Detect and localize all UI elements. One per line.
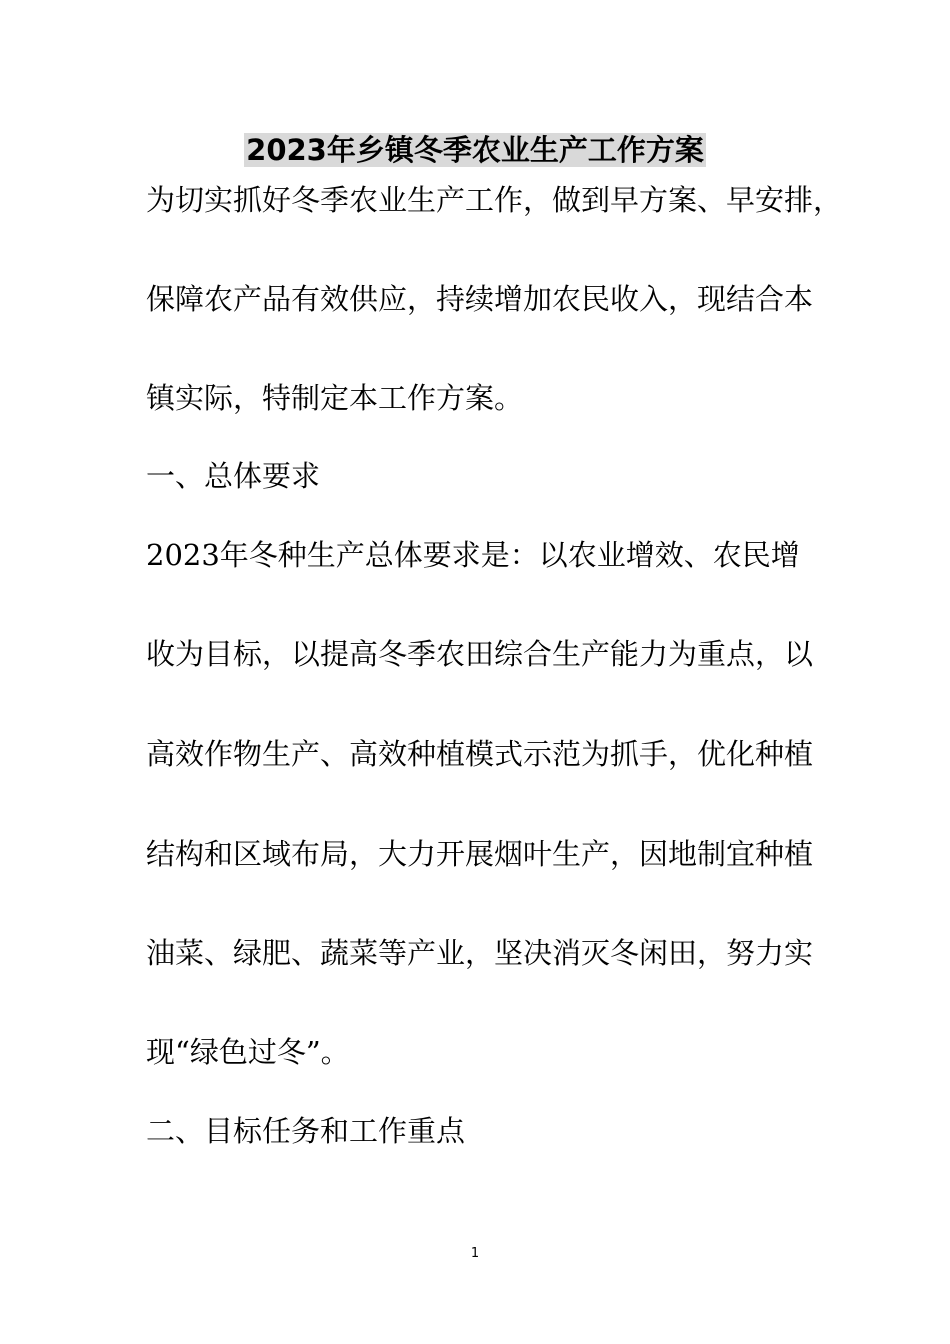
paragraph-line: 收为目标，以提高冬季农田综合生产能力为重点，以: [146, 637, 814, 671]
paragraph-line: 2023年冬种生产总体要求是：以农业增效、农民增: [146, 538, 800, 572]
paragraph-line: 镇实际，特制定本工作方案。: [146, 381, 524, 415]
document-title: [0, 128, 950, 172]
page-number: 1: [470, 1246, 480, 1261]
paragraph-line: 为切实抓好冬季农业生产工作，做到早方案、早安排，: [146, 183, 843, 217]
paragraph-line: 油菜、绿肥、蔬菜等产业，坚决消灭冬闲田，努力实: [146, 936, 814, 970]
paragraph-line: 保障农产品有效供应，持续增加农民收入，现结合本: [146, 282, 814, 316]
paragraph-line: 结构和区域布局，大力开展烟叶生产，因地制宜种植: [146, 837, 814, 871]
paragraph-line: 现“绿色过冬”。: [146, 1035, 350, 1069]
paragraph-line: 高效作物生产、高效种植模式示范为抓手，优化种植: [146, 737, 814, 771]
section-heading: 一、总体要求: [146, 459, 321, 493]
section-heading: 二、目标任务和工作重点: [146, 1114, 466, 1148]
document-title-text: 2023年乡镇冬季农业生产工作方案: [246, 133, 704, 167]
